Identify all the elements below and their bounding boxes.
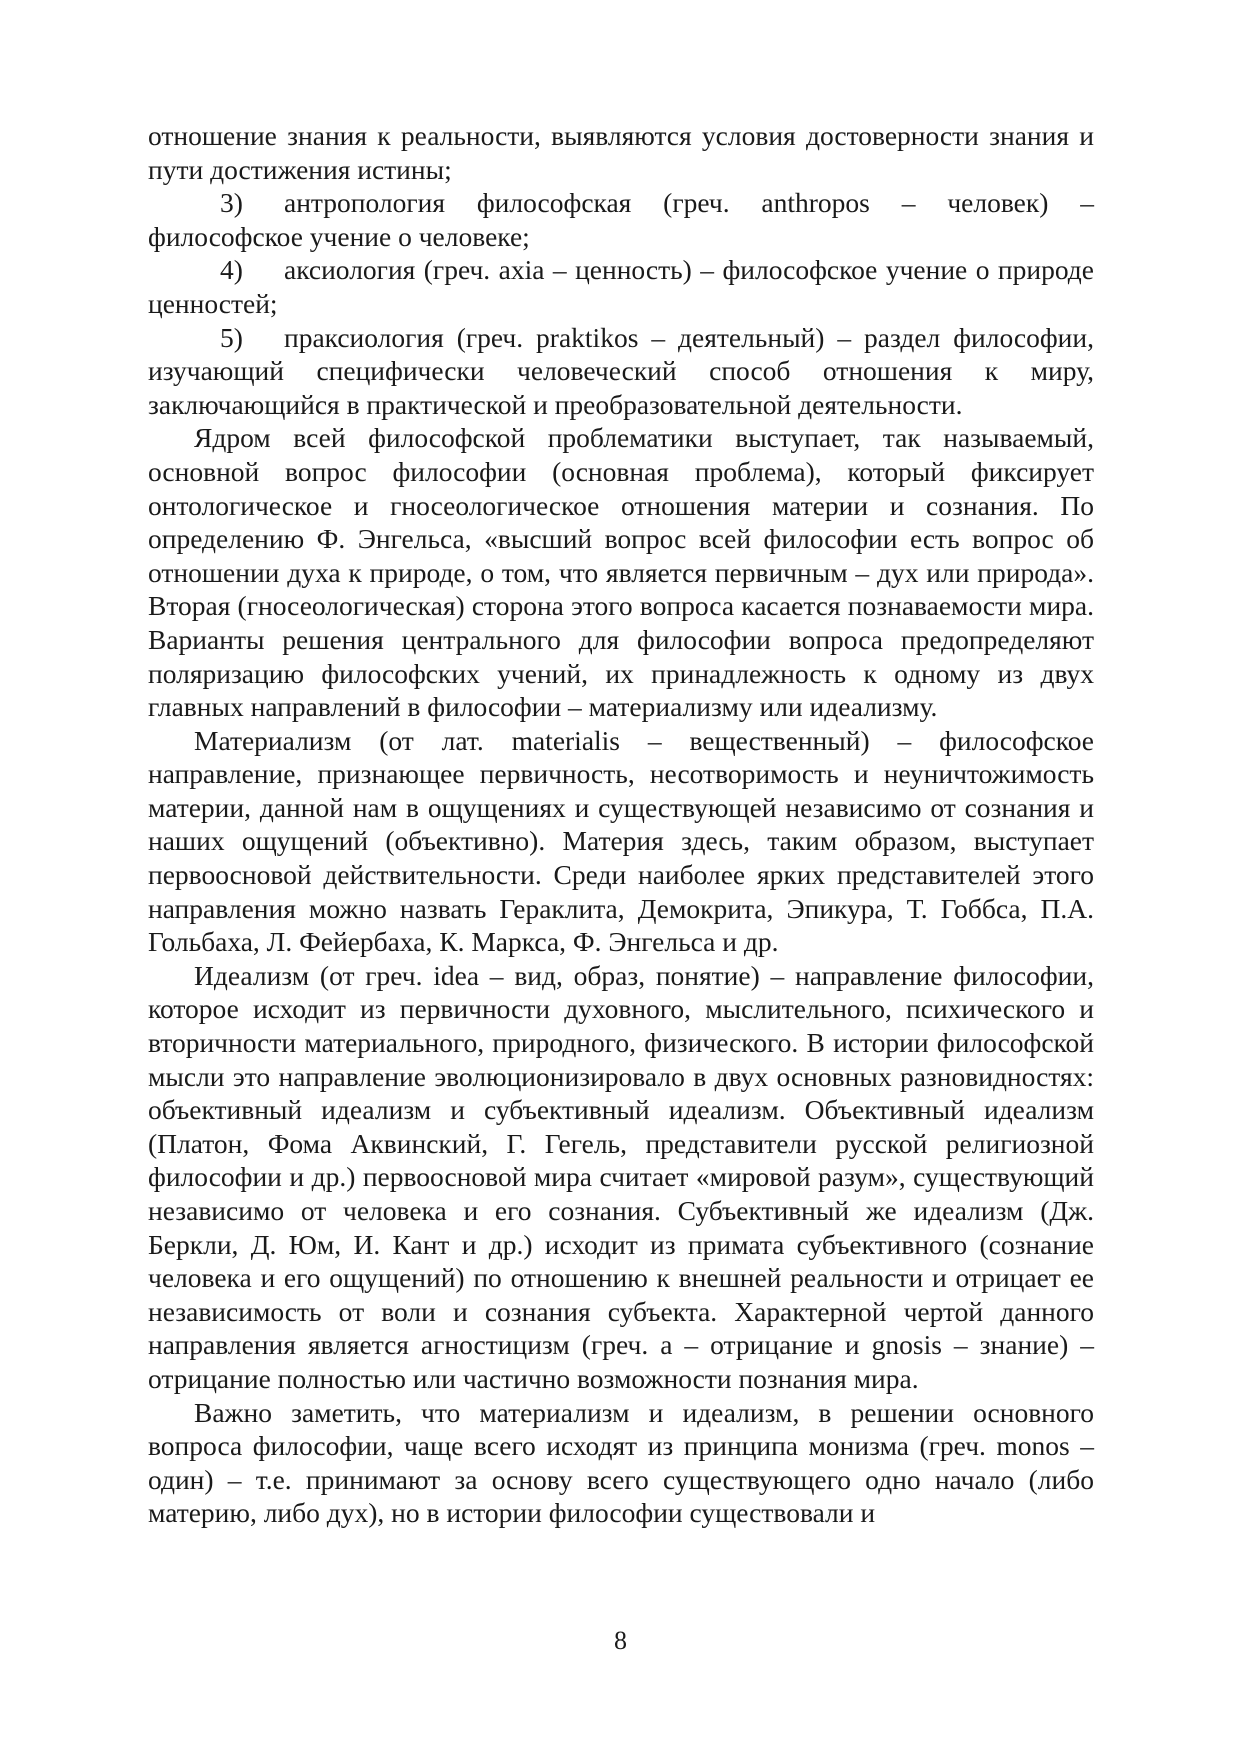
list-item-text: аксиология (греч. axia – ценность) – философское учение о природе ценностей;	[148, 254, 1094, 319]
list-item-number: 4)	[220, 254, 243, 286]
list-item-5	[148, 321, 1094, 422]
paragraph-idealism: Идеализм (от греч. idea – вид, образ, понятие) – направление философии, которое исходит из первичности духовного, мыслительного, психического и вторичности материального, природного, физического. В истории философской мысли это направление эволюционизировало в двух основных разновидностях: объективный идеализм и субъективный идеализм. Объективный идеализм (Платон, Фома Аквинский, Г. Гегель, представители русской религиозной философии и др.) первоосновой мира считает «мировой разум», существующий независимо от человека и его сознания. Субъективный же идеализм (Дж. Беркли, Д. Юм, И. Кант и др.) исходит из примата субъективного (сознание человека и его ощущений) по отношению к внешней реальности и отрицает ее независимость от воли и сознания субъекта. Характерной чертой данного направления является агностицизм (греч. а – отрицание и gnosis – знание) – отрицание полностью или частично возможности познания мира.	[148, 959, 1094, 1394]
list-item-4	[148, 253, 1094, 320]
list-item-number: 5)	[220, 321, 243, 353]
page-number: 8	[614, 1626, 627, 1655]
list-item-text: антропология философская (греч. anthropos – человек) – философское учение о человеке;	[148, 187, 1094, 252]
list-item-3	[148, 186, 1094, 253]
paragraph-main-question: Ядром всей философской проблематики выступает, так называемый, основной вопрос философии (основная проблема), который фиксирует онтологическое и гносеологическое отношения материи и сознания. По определению Ф. Энгельса, «высший вопрос всей философии есть вопрос об отношении духа к природе, о том, что является первичным – дух или природа». Вторая (гносеологическая) сторона этого вопроса касается познаваемости мира. Варианты решения центрального для философии вопроса предопределяют поляризацию философских учений, их принадлежность к одному из двух главных направлений в философии – материализму или идеализму.	[148, 422, 1094, 723]
continuation-paragraph: отношение знания к реальности, выявляются условия достоверности знания и пути достижения истины;	[148, 120, 1094, 185]
paragraph-materialism: Материализм (от лат. materialis – вещественный) – философское направление, признающее первичность, несотворимость и неуничтожимость материи, данной нам в ощущениях и существующей независимо от сознания и наших ощущений (объективно). Материя здесь, таким образом, выступает первоосновой действительности. Среди наиболее ярких представителей этого направления можно назвать Гераклита, Демокрита, Эпикура, Т. Гоббса, П.А. Гольбаха, Л. Фейербаха, К. Маркса, Ф. Энгельса и др.	[148, 724, 1094, 958]
list-item-number: 3)	[220, 187, 243, 219]
list-item-text: праксиология (греч. praktikos – деятельный) – раздел философии, изучающий специфически человеческий способ отношения к миру, заключающийся в практической и преобразовательной деятельности.	[148, 321, 1094, 420]
paragraph-monism: Важно заметить, что материализм и идеализм, в решении основного вопроса философии, чаще всего исходят из принципа монизма (греч. monos – один) – т.е. принимают за основу всего существующего одно начало (либо материю, либо дух), но в истории философии существовали и	[148, 1396, 1094, 1529]
page-body-text	[148, 119, 1094, 1530]
